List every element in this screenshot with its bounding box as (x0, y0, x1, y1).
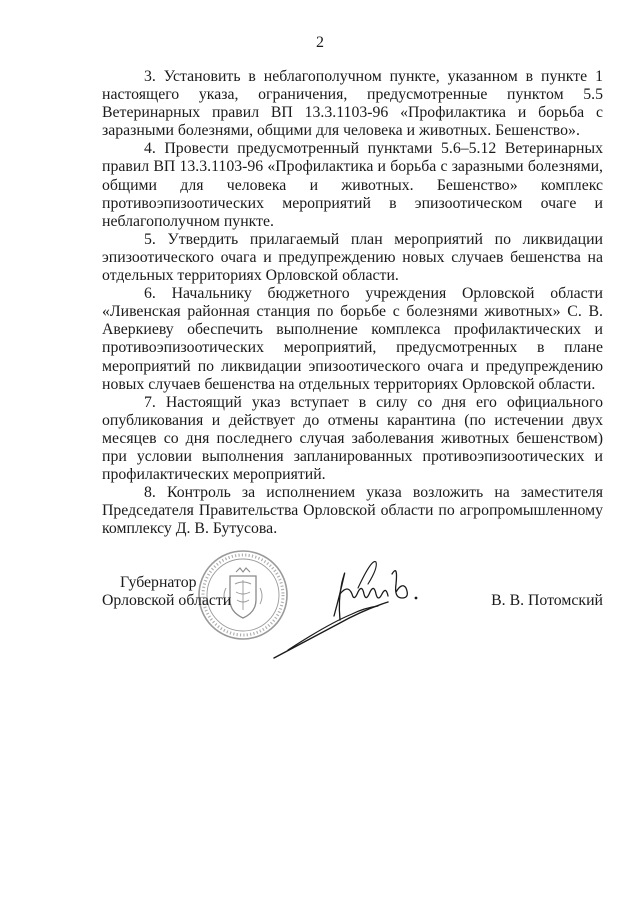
signature-block (0, 540, 640, 670)
governor-title: Губернатор (120, 574, 197, 591)
governor-region: Орловской области (102, 592, 232, 609)
paragraph-3: 3. Установить в неблагополучном пункте, указанном в пункте 1 настоящего указа, ограничения, предусмотренные пунктом 5.5 Ветеринарных правил ВП 13.3.1103-96 «Профилактика и борьба с заразными болезнями, общими для человека и животных. Бешенство». (102, 68, 603, 140)
paragraph-8: 8. Контроль за исполнением указа возложить на заместителя Председателя Правительства Орловской области по агропромышленному комплексу Д. В. Бутусова. (102, 484, 603, 538)
document-body (102, 68, 603, 538)
paragraph-6: 6. Начальнику бюджетного учреждения Орловской области «Ливенская районная станция по борьбе с болезнями животных» С. В. Аверкиеву обеспечить выполнение комплекса профилактических и противоэпизоотических мероприятий, предусмотренных в плане мероприятий по ликвидации эпизоотического очага и предупреждению новых случаев бешенства на отдельных территориях Орловской области. (102, 285, 603, 393)
paragraph-4: 4. Провести предусмотренный пунктами 5.6–5.12 Ветеринарных правил ВП 13.3.1103-96 «Профилактика и борьба с заразными болезнями, общими для человека и животных. Бешенство» комплекс противоэпизоотических мероприятий в эпизоотическом очаге и неблагополучном пункте. (102, 140, 603, 230)
handwritten-signature (268, 554, 428, 664)
governor-name: В. В. Потомский (491, 592, 603, 609)
page-number: 2 (316, 34, 324, 51)
paragraph-7: 7. Настоящий указ вступает в силу со дня его официального опубликования и действует до отмены карантина (по истечении двух месяцев со дня последнего случая заболевания животных бешенством) при условии выполнения запланированных противоэпизоотических и профилактических мероприятий. (102, 393, 603, 484)
paragraph-5: 5. Утвердить прилагаемый план мероприятий по ликвидации эпизоотического очага и предупреждению новых случаев бешенства на отдельных территориях Орловской области. (102, 230, 603, 285)
